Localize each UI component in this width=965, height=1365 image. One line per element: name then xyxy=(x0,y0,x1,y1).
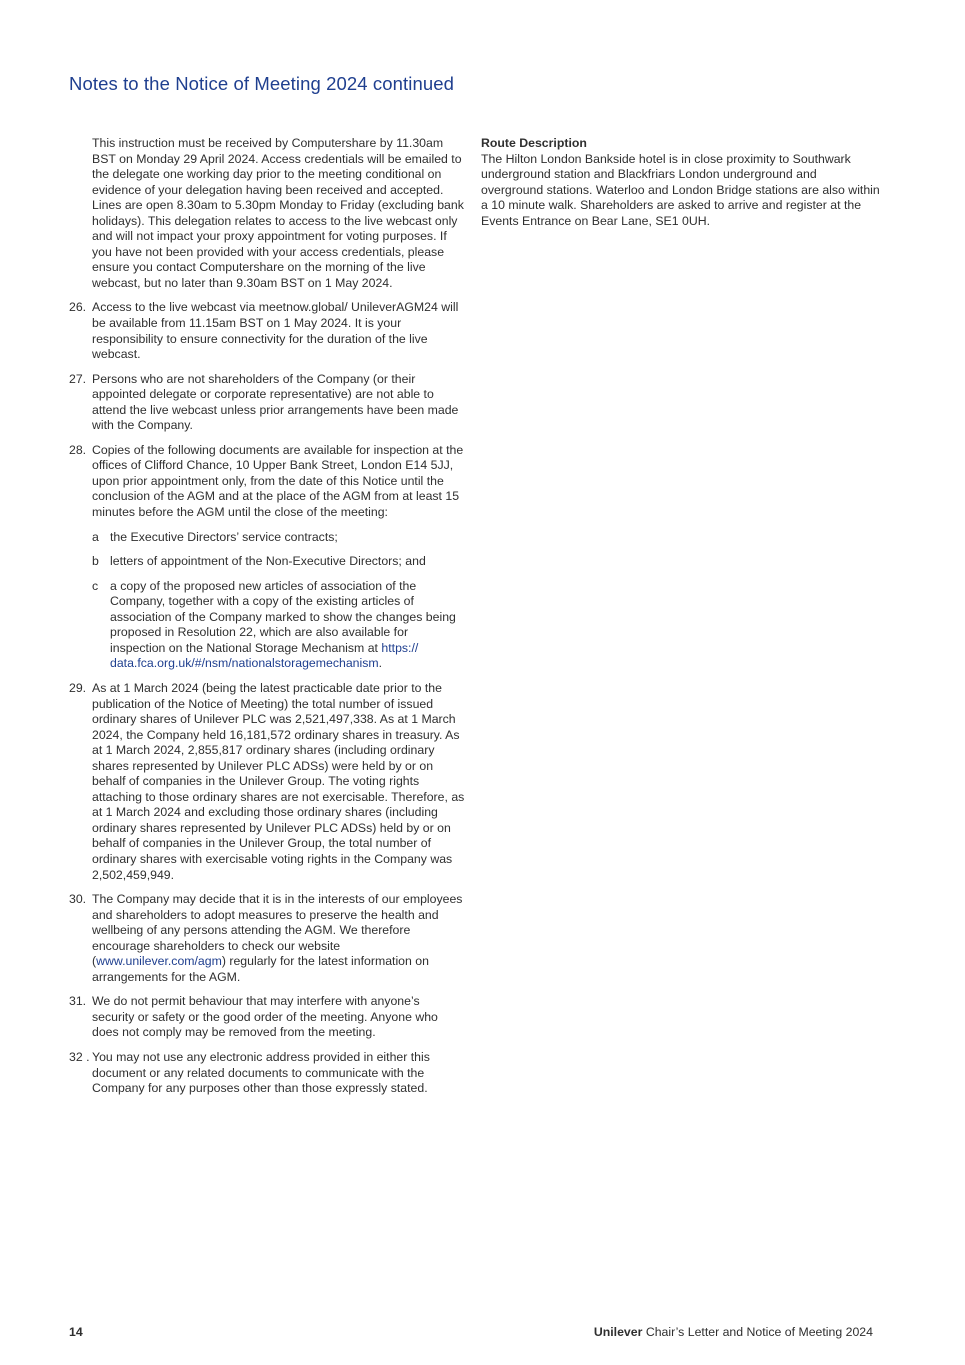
note-number: 29. xyxy=(69,680,87,695)
agm-website-link[interactable]: www.unilever.com/agm xyxy=(96,954,222,969)
note-25-continued: This instruction must be received by Computershare by 11.30am BST on Monday 29 April 2024. Access credentials will be emailed to the delegate one working day prior to the meeting conditional on evidence of your delegation having been received and accepted. Lines are open 8.30am to 5.30pm Monday to Friday (excluding bank holidays). This delegation relates to access to the live webcast only and will not impact your proxy appointment for voting purposes. If you have not been provided with your access credentials, please ensure you contact Computershare on the morning of the live webcast, but no later than 9.30am BST on 1 May 2024. xyxy=(92,136,464,290)
route-description-text: The Hilton London Bankside hotel is in close proximity to Southwark underground station and Blackfriars London underground and overground stations. Waterloo and London Bridge stations are also within a 10 minute walk. Shareholders are asked to arrive and register at the Events Entrance on Bear Lane, SE1 0UH. xyxy=(481,151,880,228)
note-number: 26. xyxy=(69,300,87,315)
note-number: 32 . xyxy=(69,1049,90,1064)
right-column xyxy=(481,136,881,229)
route-description-heading: Route Description xyxy=(481,136,587,150)
footer-doc-title xyxy=(594,1325,873,1339)
note-28-item-c xyxy=(92,579,465,672)
page-title: Notes to the Notice of Meeting 2024 continued xyxy=(69,73,455,94)
note-text-post: ) regularly for the latest information on arrangements for the AGM. xyxy=(92,954,429,984)
left-column xyxy=(69,136,465,1106)
note-number: 27. xyxy=(69,371,87,386)
item-text xyxy=(110,579,465,672)
note-text: Copies of the following documents are available for inspection at the offices of Clifford Chance, 10 Upper Bank Street, London E14 5JJ, upon prior appointment only, from the date of this Notice until the conclusion of the AGM and at the place of the AGM from at least 15 minutes before the AGM until the close of the meeting: xyxy=(92,442,464,520)
note-text: You may not use any electronic address provided in either this document or any related documents to communicate with the Company for any purposes other than those expressly stated. xyxy=(92,1049,430,1096)
note-number: 28. xyxy=(69,442,87,457)
note-text: Access to the live webcast via meetnow.global/ UnileverAGM24 will be available from 11.15am BST on 1 May 2024. It is your responsibility to ensure connectivity for the duration of the live webcast. xyxy=(92,300,459,362)
note-28 xyxy=(69,443,465,521)
footer-title: Chair’s Letter and Notice of Meeting 2024 xyxy=(645,1325,873,1339)
note-29 xyxy=(69,681,465,883)
note-31 xyxy=(69,994,465,1041)
note-text: We do not permit behaviour that may interfere with anyone’s security or safety or the good order of the meeting. Anyone who does not comply may be removed from the meeting. xyxy=(92,994,438,1040)
item-text-end: . xyxy=(378,656,383,671)
note-27 xyxy=(69,372,465,434)
item-text: the Executive Directors’ service contracts; xyxy=(110,529,338,544)
nsm-link[interactable]: https:// data.fca.org.uk/#/nsm/nationalstoragemechanism xyxy=(110,640,419,671)
item-letter: b xyxy=(92,554,99,569)
note-32 xyxy=(69,1050,465,1097)
footer-brand: Unilever xyxy=(593,1325,643,1339)
note-text-pre: The Company may decide that it is in the interests of our employees and shareholders to adopt measures to preserve the health and wellbeing of any persons attending the AGM. We therefore encourage shareholders to check our website ( xyxy=(92,892,463,969)
note-30 xyxy=(69,892,465,985)
note-text: Persons who are not shareholders of the Company (or their appointed delegate or corporate representative) are not able to attend the live webcast unless prior arrangements have been made with the Company. xyxy=(92,371,459,433)
note-26 xyxy=(69,300,465,362)
item-text: letters of appointment of the Non-Executive Directors; and xyxy=(110,554,426,569)
note-text xyxy=(92,892,465,985)
page-number: 14 xyxy=(69,1325,83,1339)
note-text: As at 1 March 2024 (being the latest practicable date prior to the publication of the Notice of Meeting) the total number of issued ordinary shares of Unilever PLC was 2,521,497,338. As at 1 March 2024, the Company held 16,181,572 ordinary shares in treasury. As at 1 March 2024, 2,855,817 ordinary shares (including ordinary shares represented by Unilever PLC ADSs) were held by or on behalf of companies in the Unilever Group. The voting rights attaching to those ordinary shares are not exercisable. Therefore, as at 1 March 2024 and excluding those ordinary shares (including ordinary shares represented by Unilever PLC ADSs) held by or on behalf of companies in the Unilever Group, the total number of ordinary shares with exercisable voting rights in the Company was 2,502,459,949. xyxy=(92,680,465,882)
item-letter: a xyxy=(92,529,99,544)
note-number: 30. xyxy=(69,892,87,907)
item-text-body: a copy of the proposed new articles of association of the Company, together with a copy of the existing articles of association of the Company marked to show the changes being proposed in Resolution 22, which are also available for inspection on the National Storage Mechanism at xyxy=(110,578,456,655)
item-letter: c xyxy=(92,578,99,593)
note-28-item-b xyxy=(92,554,465,570)
note-number: 31. xyxy=(69,994,87,1009)
note-28-item-a xyxy=(92,530,465,546)
